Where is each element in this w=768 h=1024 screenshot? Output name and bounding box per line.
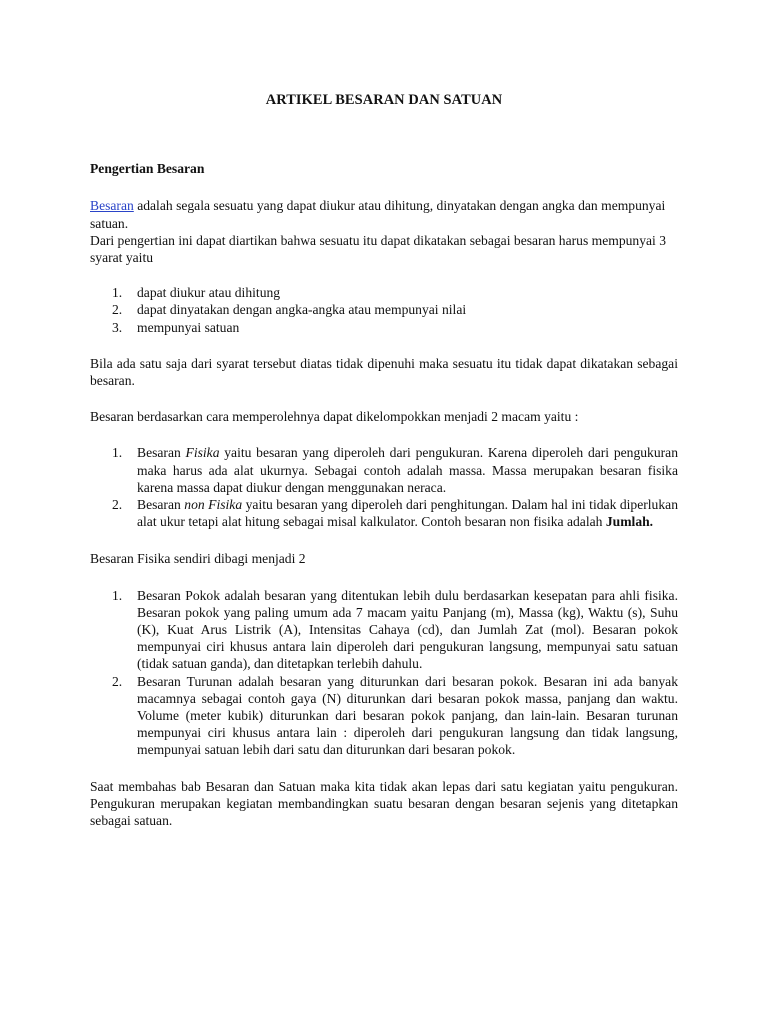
list-item [90,444,678,496]
list-item-text: dapat diukur atau dihitung [137,285,281,301]
list-number: 2. [112,673,123,689]
syarat-list [90,284,678,336]
intro-paragraph [90,197,678,266]
document-page [90,92,678,829]
fisika-paragraph: Besaran Fisika sendiri dibagi menjadi 2 [90,551,306,567]
besaran-link[interactable]: Besaran [90,198,134,214]
list-item [90,673,678,759]
list-number: 1. [112,445,123,461]
list-item [90,496,678,530]
list-item-text: Besaran [137,445,186,461]
list-item-text: yaitu besaran yang diperoleh dari pengukuran. Karena diperoleh dari pengukuran maka harus ada alat ukurnya. Sebagai contoh adalah massa. Massa merupakan besaran fisika karena massa dapat diukur dengan menggunakan neraca. [137,445,678,495]
list-item [90,301,678,318]
syarat-paragraph: Bila ada satu saja dari syarat tersebut diatas tidak dipenuhi maka sesuatu itu tidak dapat dikatakan sebagai besaran. [90,355,678,389]
list-item-text: Besaran Pokok adalah besaran yang ditentukan lebih dulu berdasarkan kesepatan para ahli fisika. Besaran pokok yang paling umum ada 7 macam yaitu Panjang (m), Massa (kg), Waktu (s), Suhu (K), Kuat Arus Listrik (A), Intensitas Cahaya (cd), dan Jumlah Zat (mol). Besaran pokok mempunyai ciri khusus antara lain diperoleh dari pengukuran langsung, mempunyai satu satuan (tidak satuan ganda), dan ditetapkan terlebih dahulu. [137,587,678,672]
list-item-text: yaitu besaran yang diperoleh dari penghitungan. Dalam hal ini tidak diperlukan alat ukur tetapi alat hitung sebagai misal kalkulator. Contoh besaran non fisika adalah [137,497,678,530]
list-item [90,587,678,673]
document-title: ARTIKEL BESARAN DAN SATUAN [265,92,503,108]
list-item-text: dapat dinyatakan dengan angka-angka atau mempunyai nilai [137,302,467,318]
list-item-italic: non Fisika [184,497,243,513]
intro-line-2: Dari pengertian ini dapat diartikan bahwa sesuatu itu dapat dikatakan sebagai besaran harus mempunyai 3 syarat yaitu [90,232,667,266]
kelompok-paragraph: Besaran berdasarkan cara memperolehnya dapat dikelompokkan menjadi 2 macam yaitu : [90,409,579,425]
list-item [90,284,678,301]
list-item-italic: Fisika [185,445,220,461]
list-item-bold: Jumlah. [605,514,654,530]
closing-paragraph: Saat membahas bab Besaran dan Satuan maka kita tidak akan lepas dari satu kegiatan yaitu pengukuran. Pengukuran merupakan kegiatan membandingkan suatu besaran dengan besaran sejenis yang ditetapkan sebagai satuan. [90,778,678,829]
list-number: 2. [112,302,123,318]
list-number: 1. [112,587,123,603]
list-number: 1. [112,285,123,301]
besaran-fisika-list [90,587,678,759]
intro-line-1-rest: adalah segala sesuatu yang dapat diukur atau dihitung, dinyatakan dengan angka dan mempunyai satuan. [90,198,666,231]
list-number: 3. [112,319,123,335]
intro-line-1 [90,197,678,231]
list-item-text: Besaran Turunan adalah besaran yang diturunkan dari besaran pokok. Besaran ini ada banyak macamnya sebagai contoh gaya (N) diturunkan dari besaran pokok massa, panjang dan waktu. Volume (meter kubik) diturunkan dari besaran pokok panjang, dan lain-lain. Besaran turunan mempunyai ciri khusus antara lain : diperoleh dari pengukuran langsung dan tidak langsung, mempunyai satuan lebih dari satu dan diturunkan dari besaran pokok. [137,673,678,758]
jenis-besaran-list [90,444,678,530]
list-item [90,319,678,336]
list-item-text: Besaran [137,497,185,513]
section-heading: Pengertian Besaran [90,161,205,177]
list-number: 2. [112,497,123,513]
list-item-text: mempunyai satuan [137,319,240,335]
